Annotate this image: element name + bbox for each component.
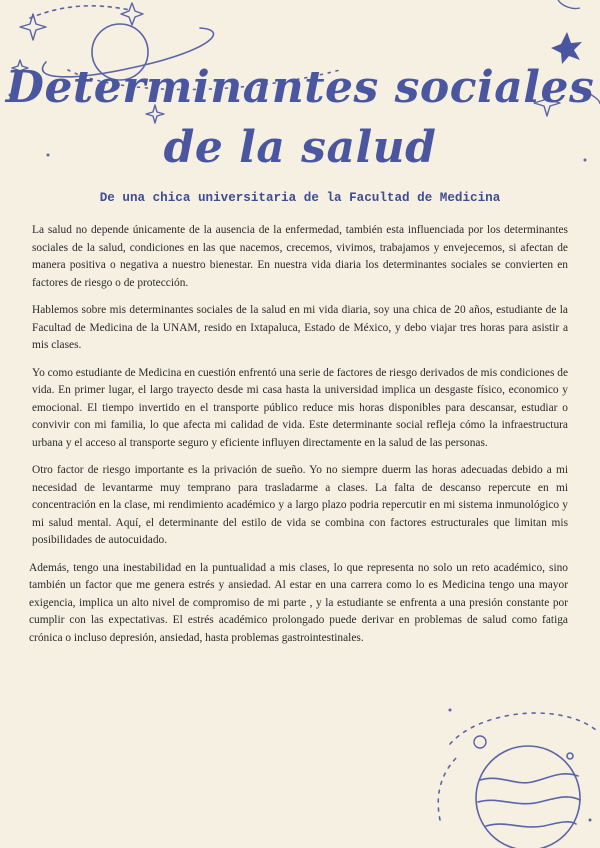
paragraph-1: La salud no depende únicamente de la ausencia de la enfermedad, también esta influenciada por los determinantes sociales de la salud, condiciones en las que nacemos, crecemos, vivimos, trabajamos y envejecemos, si afectan de manera positiva o negativa a nuestro bienestar. En nuestra vida diaria los determinantes sociales se convierten en factores de riesgo o de protección. (32, 224, 568, 289)
paragraph-5: Además, tengo una inestabilidad en la puntualidad a mis clases, lo que representa no solo un reto académico, sino también un factor que me genera estrés y ansiedad. Al estar en una carrera como lo es Medicina tengo una mayor exigencia, implica un alto nivel de compromiso de mi parte , y la estudiante se enfrenta a una presión constante por cumplir con las expectativas. El estrés académico prolongado puede derivar en problemas de salud como fatiga crónica o incluso depresión, ansiedad, hasta problemas gastrointestinales. (29, 561, 568, 644)
subtitle: De una chica universitaria de la Facultad de Medicina (99, 191, 501, 205)
title-line-1: Determinantes sociales (5, 62, 595, 113)
orbit-planet-icon (420, 690, 600, 848)
page-title (0, 58, 600, 178)
article-body (29, 222, 568, 657)
title-line-2: de la salud (163, 122, 437, 173)
paragraph-3: Yo como estudiante de Medicina en cuestión enfrentó una serie de factores de riesgo derivados de mis condiciones de vida. En primer lugar, el largo trayecto desde mi casa hasta la universidad implica un desgaste físico, economico y emocional. El tiempo invertido en el transporte público reduce mis horas disponibles para descansar, estudiar o convivir con mi familia, lo que afecta mi calidad de vida. Este determinante social refleja cómo la infraestructura urbana y el acceso al transporte seguro y eficiente influyen directamente en la salud de las personas. (32, 366, 568, 449)
paragraph-4: Otro factor de riesgo importante es la privación de sueño. Yo no siempre duerm las horas adecuadas debido a mi necesidad de levantarme muy temprano para trasladarme a clases. La falta de descanso repercute en mi concentración en la clase, mi rendimiento académico y a largo plazo podria repercutir en mi sistema inmunológico y mi salud mental. Aquí, el determinante del estilo de vida se combina con factores estructurales que limitan mis posibilidades de autocuidado. (32, 464, 568, 546)
paragraph-2: Hablemos sobre mis determinantes sociales de la salud en mi vida diaria, soy una chica de 20 años, estudiante de la Facultad de Medicina de la UNAM, resido en Ixtapaluca, Estado de México, y debo viajar tres horas para asistir a mis clases. (32, 304, 568, 351)
